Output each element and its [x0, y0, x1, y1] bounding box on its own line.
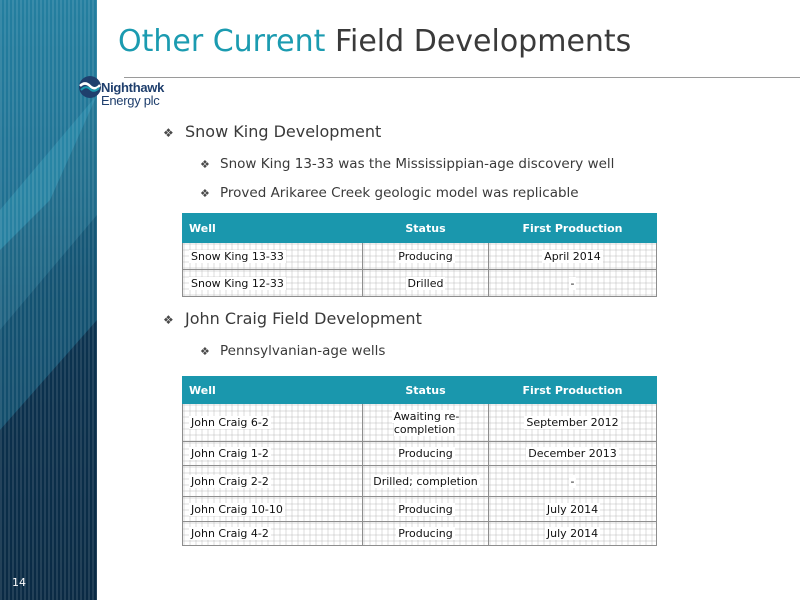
cell-status: [363, 243, 489, 270]
logo-mark-icon: [78, 74, 102, 100]
cell-text: Producing: [398, 527, 453, 540]
cell-text: Snow King 12-33: [191, 276, 284, 290]
company-logo: [78, 74, 198, 112]
cell-well: [183, 442, 363, 466]
cell-status: [363, 497, 489, 522]
column-header-first-production: First Production: [489, 377, 657, 404]
cell-first-production: [489, 522, 657, 546]
cell-text: Producing: [398, 447, 453, 460]
column-header-first-production: First Production: [489, 214, 657, 243]
bullet-text: Proved Arikaree Creek geologic model was replicable: [220, 185, 579, 201]
cell-text: Drilled; completion: [373, 474, 478, 488]
bullet-item: [200, 156, 614, 172]
john-craig-table: [182, 376, 657, 546]
slide-title: [118, 24, 631, 59]
cell-text: April 2014: [544, 249, 601, 263]
column-header-status: Status: [363, 377, 489, 404]
logo-suffix: Energy plc: [101, 93, 160, 108]
cell-first-production: [489, 497, 657, 522]
title-divider: [124, 77, 800, 78]
snow-king-table: [182, 213, 657, 297]
cell-text: -: [570, 276, 575, 290]
cell-text: John Craig 4-2: [191, 527, 269, 540]
cell-well: [183, 466, 363, 497]
cell-text: Awaiting re-completion: [393, 409, 460, 436]
section-heading-snow-king: [163, 122, 381, 141]
page-number: 14: [12, 576, 26, 589]
cell-first-production: [489, 243, 657, 270]
cell-status: [363, 522, 489, 546]
diamond-star-bullet-icon: ❖: [200, 344, 210, 358]
diamond-star-bullet-icon: ❖: [200, 157, 210, 171]
column-header-well: Well: [183, 214, 363, 243]
cell-status: [363, 404, 489, 442]
table-header-row: [183, 214, 657, 243]
heading-text: Snow King Development: [185, 122, 382, 141]
cell-text: July 2014: [546, 502, 599, 516]
table-row: [183, 497, 657, 522]
cell-text: John Craig 1-2: [191, 447, 269, 460]
table-row: [183, 243, 657, 270]
cell-text: John Craig 6-2: [191, 416, 269, 429]
title-accent: Other Current: [118, 24, 326, 59]
cell-first-production: [489, 466, 657, 497]
cell-text: John Craig 10-10: [191, 502, 283, 516]
logo-name: Nighthawk: [101, 80, 165, 95]
cell-well: [183, 404, 363, 442]
cell-well: [183, 270, 363, 297]
diamond-star-bullet-icon: ❖: [200, 186, 210, 200]
bullet-text: Pennsylvanian-age wells: [220, 343, 386, 359]
table-row: [183, 522, 657, 546]
cell-first-production: [489, 404, 657, 442]
diamond-star-bullet-icon: ❖: [163, 312, 174, 327]
cell-status: [363, 466, 489, 497]
cell-text: John Craig 2-2: [191, 474, 269, 488]
column-header-status: Status: [363, 214, 489, 243]
cell-text: December 2013: [528, 447, 617, 460]
heading-text: John Craig Field Development: [185, 309, 422, 328]
table-row: [183, 404, 657, 442]
cell-first-production: [489, 442, 657, 466]
bullet-item: [200, 343, 385, 359]
cell-well: [183, 522, 363, 546]
cell-well: [183, 497, 363, 522]
cell-first-production: [489, 270, 657, 297]
cell-text: -: [570, 474, 575, 488]
table-row: [183, 270, 657, 297]
title-rest: Field Developments: [325, 24, 632, 59]
cell-text: September 2012: [526, 416, 619, 429]
cell-status: [363, 442, 489, 466]
cell-text: Producing: [398, 249, 453, 263]
cell-text: Snow King 13-33: [191, 249, 284, 263]
table-row: [183, 442, 657, 466]
bullet-item: [200, 185, 579, 201]
cell-status: [363, 270, 489, 297]
table-header-row: [183, 377, 657, 404]
cell-text: Drilled: [407, 276, 444, 290]
cell-text: July 2014: [546, 527, 599, 540]
table-row: [183, 466, 657, 497]
section-heading-john-craig: [163, 309, 422, 328]
cell-text: Producing: [398, 502, 453, 516]
diamond-star-bullet-icon: ❖: [163, 125, 174, 140]
cell-well: [183, 243, 363, 270]
bullet-text: Snow King 13-33 was the Mississippian-age discovery well: [220, 156, 615, 172]
column-header-well: Well: [183, 377, 363, 404]
